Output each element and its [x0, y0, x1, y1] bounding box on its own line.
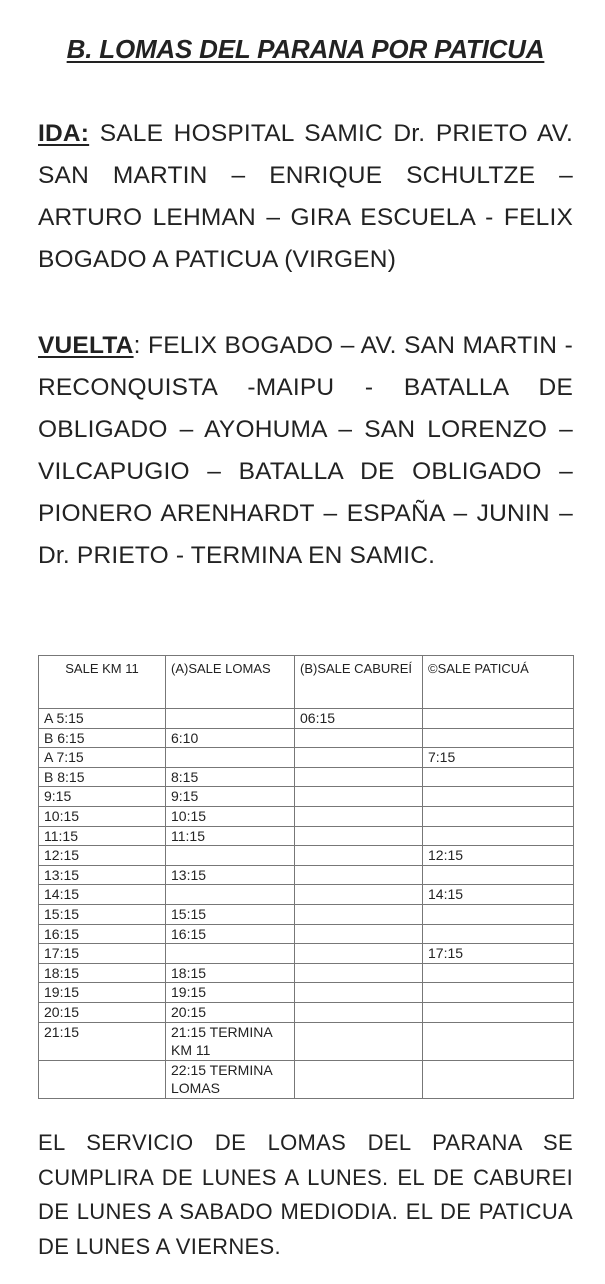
- table-cell: 21:15 TERMINA KM 11: [166, 1022, 295, 1060]
- table-cell: [166, 748, 295, 768]
- table-cell: 9:15: [39, 787, 166, 807]
- table-cell: 13:15: [39, 865, 166, 885]
- table-row: [39, 787, 574, 807]
- table-cell: [423, 728, 574, 748]
- table-cell: 9:15: [166, 787, 295, 807]
- table-cell: A 5:15: [39, 709, 166, 729]
- table-cell: A 7:15: [39, 748, 166, 768]
- table-cell: [295, 728, 423, 748]
- table-row: [39, 944, 574, 964]
- table-cell: [423, 1002, 574, 1022]
- schedule-header-row: [39, 656, 574, 709]
- table-cell: [423, 826, 574, 846]
- vuelta-label: VUELTA: [38, 332, 134, 359]
- table-row: [39, 846, 574, 866]
- table-cell: [295, 983, 423, 1003]
- table-cell: 10:15: [166, 806, 295, 826]
- header-sale-lomas: (A)SALE LOMAS: [166, 656, 295, 709]
- table-cell: [166, 885, 295, 905]
- table-cell: B 8:15: [39, 767, 166, 787]
- table-cell: [423, 1060, 574, 1098]
- table-cell: 21:15: [39, 1022, 166, 1060]
- table-cell: [295, 846, 423, 866]
- table-cell: 20:15: [39, 1002, 166, 1022]
- schedule-table: [38, 655, 574, 1099]
- vuelta-paragraph: [38, 325, 573, 577]
- table-cell: 6:10: [166, 728, 295, 748]
- table-row: [39, 1022, 574, 1060]
- table-cell: [166, 846, 295, 866]
- schedule-body: [39, 709, 574, 1099]
- table-cell: [295, 865, 423, 885]
- table-row: [39, 963, 574, 983]
- table-row: [39, 728, 574, 748]
- table-cell: 20:15: [166, 1002, 295, 1022]
- table-cell: B 6:15: [39, 728, 166, 748]
- table-cell: [295, 963, 423, 983]
- header-sale-caburei: (B)SALE CABUREÍ: [295, 656, 423, 709]
- table-cell: 16:15: [166, 924, 295, 944]
- table-cell: 12:15: [39, 846, 166, 866]
- vuelta-route-text: : FELIX BOGADO – AV. SAN MARTIN - RECONQUISTA -MAIPU - BATALLA DE OBLIGADO – AYOHUMA – SAN LORENZO – VILCAPUGIO – BATALLA DE OBLIGADO – PIONERO ARENHARDT – ESPAÑA – JUNIN – Dr. PRIETO - TERMINA EN SAMIC.: [38, 332, 573, 569]
- table-cell: [423, 767, 574, 787]
- table-cell: [423, 1022, 574, 1060]
- table-cell: 13:15: [166, 865, 295, 885]
- table-row: [39, 865, 574, 885]
- table-cell: 15:15: [166, 904, 295, 924]
- table-cell: [423, 787, 574, 807]
- table-cell: [423, 983, 574, 1003]
- table-row: [39, 767, 574, 787]
- table-cell: [295, 767, 423, 787]
- table-cell: [295, 924, 423, 944]
- table-cell: 11:15: [39, 826, 166, 846]
- table-cell: [423, 963, 574, 983]
- table-cell: [423, 709, 574, 729]
- table-cell: [295, 904, 423, 924]
- table-cell: 14:15: [423, 885, 574, 905]
- table-cell: 17:15: [423, 944, 574, 964]
- table-row: [39, 748, 574, 768]
- table-cell: 7:15: [423, 748, 574, 768]
- table-cell: [295, 806, 423, 826]
- table-row: [39, 983, 574, 1003]
- table-cell: 16:15: [39, 924, 166, 944]
- header-sale-paticua: ©SALE PATICUÁ: [423, 656, 574, 709]
- table-cell: [295, 787, 423, 807]
- table-cell: [166, 709, 295, 729]
- table-cell: [295, 1022, 423, 1060]
- table-cell: [295, 1060, 423, 1098]
- table-cell: [39, 1060, 166, 1098]
- table-cell: 10:15: [39, 806, 166, 826]
- table-cell: [423, 806, 574, 826]
- table-cell: 19:15: [39, 983, 166, 1003]
- table-cell: 19:15: [166, 983, 295, 1003]
- table-cell: 18:15: [39, 963, 166, 983]
- table-cell: [423, 865, 574, 885]
- table-cell: 18:15: [166, 963, 295, 983]
- table-cell: 22:15 TERMINA LOMAS: [166, 1060, 295, 1098]
- table-row: [39, 924, 574, 944]
- table-row: [39, 826, 574, 846]
- table-row: [39, 1002, 574, 1022]
- ida-label: IDA:: [38, 120, 90, 147]
- table-cell: 06:15: [295, 709, 423, 729]
- table-cell: 11:15: [166, 826, 295, 846]
- table-row: [39, 709, 574, 729]
- table-cell: 17:15: [39, 944, 166, 964]
- service-note: EL SERVICIO DE LOMAS DEL PARANA SE CUMPLIRA DE LUNES A LUNES. EL DE CABUREI DE LUNES A SABADO MEDIODIA. EL DE PATICUA DE LUNES A VIERNES.: [38, 1130, 573, 1259]
- table-cell: [166, 944, 295, 964]
- table-cell: 8:15: [166, 767, 295, 787]
- ida-route-text: SALE HOSPITAL SAMIC Dr. PRIETO AV. SAN MARTIN – ENRIQUE SCHULTZE – ARTURO LEHMAN – GIRA ESCUELA - FELIX BOGADO A PATICUA (VIRGEN): [38, 120, 573, 273]
- document-title: B. LOMAS DEL PARANA POR PATICUA: [66, 34, 545, 64]
- table-cell: 12:15: [423, 846, 574, 866]
- table-cell: [295, 826, 423, 846]
- table-cell: [295, 944, 423, 964]
- table-cell: [423, 924, 574, 944]
- table-row: [39, 885, 574, 905]
- table-cell: [295, 748, 423, 768]
- table-cell: 15:15: [39, 904, 166, 924]
- ida-paragraph: [38, 113, 573, 281]
- table-row: [39, 904, 574, 924]
- header-sale-km11: SALE KM 11: [39, 656, 166, 709]
- table-row: [39, 806, 574, 826]
- table-cell: [295, 1002, 423, 1022]
- table-cell: 14:15: [39, 885, 166, 905]
- table-row: [39, 1060, 574, 1098]
- table-cell: [295, 885, 423, 905]
- table-cell: [423, 904, 574, 924]
